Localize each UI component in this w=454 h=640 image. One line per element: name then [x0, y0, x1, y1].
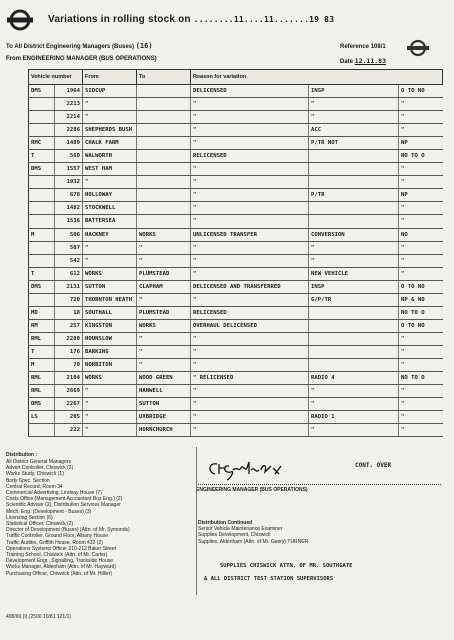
dist-item: Traffic Controller, Ground Floor, Albany House [6, 533, 108, 540]
vehicle-number: 2214 [55, 111, 83, 124]
reason-detail: P/TR MOT [309, 137, 399, 150]
dist-item: Operations Systems Officer 210-212 Baker Street [6, 545, 116, 552]
form-number: 408/69 (I) (2500 10/81 121/1) [6, 614, 72, 620]
to-location: " [137, 241, 191, 254]
reason-detail: " [309, 98, 399, 111]
reason-text: " [191, 385, 309, 398]
dist-item: Central Record, Room 34 [6, 483, 63, 490]
from-line: From ENGINEERING MANAGER (BUS OPERATIONS) [6, 56, 157, 62]
status-change: NO TO O [399, 306, 443, 319]
date-label: Date [340, 59, 354, 65]
vehicle-number: 507 [55, 241, 83, 254]
vehicle-code: T [29, 150, 55, 163]
from-location: STOCKWELL [83, 202, 137, 215]
to-location [137, 163, 191, 176]
to-location: WOOD GREEN [137, 372, 191, 385]
vehicle-number: 2131 [55, 280, 83, 293]
to-location: CLAPHAM [137, 280, 191, 293]
dist-item: All District General Managers [6, 459, 72, 465]
dist-item: Training School, Chiswick (Attn. of Mr. Carter) [6, 552, 108, 559]
table-row [29, 202, 443, 215]
dist-item: Advert Controller, Chiswick (2) [6, 465, 74, 472]
reason-detail: INSP [309, 85, 399, 98]
from-location: " [83, 176, 137, 189]
vehicle-number: 1557 [55, 163, 83, 176]
reason-detail [309, 150, 399, 163]
reason-text: " [191, 98, 309, 111]
from-location: HOLLOWAY [83, 189, 137, 202]
dist-item: Purchasing Officer, Chiswick (Attn. of Mr. Hillier) [6, 570, 113, 577]
dist-item: Scientific Adviser (2), Distribution Services Manager [6, 502, 121, 509]
status-change: NP [399, 137, 443, 150]
vehicle-code [29, 98, 55, 111]
handwritten-signature [205, 458, 285, 482]
distribution-extra-2: & ALL DISTRICT TEST STATION SUPERVISORS [204, 576, 334, 582]
vehicle-code: T [29, 267, 55, 280]
to-location [137, 176, 191, 189]
vehicle-code [29, 241, 55, 254]
vehicle-code: DMS [29, 163, 55, 176]
to-location [137, 137, 191, 150]
table-row [29, 85, 443, 98]
reason-detail [309, 202, 399, 215]
distribution-label: Distribution : [6, 452, 38, 458]
vehicle-code [29, 176, 55, 189]
vehicle-number: 1482 [55, 202, 83, 215]
table-row [29, 241, 443, 254]
vehicle-number: 176 [55, 345, 83, 358]
vehicle-code: DMS [29, 85, 55, 98]
to-location: UXBRIDGE [137, 411, 191, 424]
table-header-row [29, 70, 443, 85]
reason-text: RELICENSED [191, 306, 309, 319]
from-location: CHALK FARM [83, 137, 137, 150]
from-location: KINGSTON [83, 319, 137, 332]
table-row [29, 215, 443, 228]
reason-detail: G/P/TR [309, 293, 399, 306]
dist-item: Supplies, Aldenham (Attn. of Mr. Geery) TURNER [198, 538, 309, 545]
status-change: " [399, 398, 443, 411]
to-location: " [137, 345, 191, 358]
col-vehicle-number: Vehicle number [29, 70, 83, 85]
reason-text: " [191, 424, 309, 437]
dist-item: Commercial Advertising, Lindsay House (7) [6, 490, 102, 497]
from-location: SHEPHERDS BUSH [83, 124, 137, 137]
table-row [29, 189, 443, 202]
reason-text: " [191, 137, 309, 150]
vehicle-code [29, 424, 55, 437]
from-location: SIDCUP [83, 85, 137, 98]
vehicle-code [29, 215, 55, 228]
status-change: NP [399, 189, 443, 202]
reason-text: DELICENSED [191, 85, 309, 98]
table-row [29, 111, 443, 124]
status-change: " [399, 254, 443, 267]
from-location: BARKING [83, 345, 137, 358]
status-change: NO TO O [399, 150, 443, 163]
distribution-extra-1: SUPPLIES CHISWICK ATTN. OF MR. SOUTHGATE [220, 563, 353, 569]
table-row [29, 411, 443, 424]
dist-item: Director of Development (Buses) (Attn. of Mr. Symonds) [6, 527, 130, 534]
table-row [29, 424, 443, 437]
distribution-continued-label: Distribution Continued [198, 520, 253, 526]
to-location: " [137, 293, 191, 306]
status-change: " [399, 241, 443, 254]
vehicle-number: 1536 [55, 215, 83, 228]
table-row [29, 124, 443, 137]
from-location: SUTTON [83, 280, 137, 293]
to-location: HANWELL [137, 385, 191, 398]
table-row [29, 358, 443, 371]
vehicle-code [29, 189, 55, 202]
status-change: " [399, 332, 443, 345]
reason-detail [309, 163, 399, 176]
reason-text: " [191, 202, 309, 215]
reason-detail [309, 306, 399, 319]
reason-detail: INSP [309, 280, 399, 293]
status-change: " [399, 98, 443, 111]
engineering-manager-label: ENGINEERING MANAGER (BUS OPERATIONS) [196, 487, 308, 493]
reason-detail [309, 358, 399, 371]
vehicle-number: 542 [55, 254, 83, 267]
to-location [137, 202, 191, 215]
to-location [137, 98, 191, 111]
status-change: " [399, 202, 443, 215]
from-location: SOUTHALL [83, 306, 137, 319]
dist-item: Body Spec. Section [6, 477, 50, 484]
reason-text: " [191, 254, 309, 267]
reason-detail: RADIO 4 [309, 372, 399, 385]
vehicle-code: LS [29, 411, 55, 424]
to-line [6, 42, 153, 50]
to-location [137, 85, 191, 98]
to-location [137, 124, 191, 137]
dist-item: Statistical Officer, Chiswick (2) [6, 521, 74, 528]
to-location: WORKS [137, 228, 191, 241]
reference [340, 44, 386, 50]
reason-text: OVERHAUL DELICENSED [191, 319, 309, 332]
reason-text: " [191, 345, 309, 358]
table-row [29, 280, 443, 293]
from-location: " [83, 254, 137, 267]
from-location: " [83, 111, 137, 124]
vehicle-code [29, 111, 55, 124]
status-change: O TO NO [399, 85, 443, 98]
continued-over: CONT. OVER [355, 462, 392, 469]
status-change: " [399, 345, 443, 358]
distribution-list-left [6, 459, 130, 577]
col-to: To [137, 70, 191, 85]
table-row [29, 306, 443, 319]
date-field [340, 57, 386, 65]
reason-text: " [191, 398, 309, 411]
reason-text: " [191, 215, 309, 228]
reason-text: " [191, 332, 309, 345]
status-change: " [399, 267, 443, 280]
status-change: NO [399, 228, 443, 241]
status-change: " [399, 111, 443, 124]
date-value: 12.11.83 [354, 57, 386, 65]
reason-text: " [191, 189, 309, 202]
dist-item: Works Study, Chiswick (1) [6, 471, 64, 478]
reason-detail: CONVERSION [309, 228, 399, 241]
table-row [29, 150, 443, 163]
reason-detail [309, 345, 399, 358]
from-location: BATTERSEA [83, 215, 137, 228]
table-row [29, 385, 443, 398]
vehicle-number: 720 [55, 293, 83, 306]
to-location [137, 189, 191, 202]
dist-item: Development Engr., Signalling, Trackside House [6, 558, 114, 565]
vehicle-code: DMS [29, 280, 55, 293]
from-location: WORKS [83, 372, 137, 385]
status-change: " [399, 411, 443, 424]
vehicle-number: 257 [55, 319, 83, 332]
vehicle-code [29, 124, 55, 137]
title-text: Variations in rolling stock on [48, 14, 191, 25]
vehicle-number: 2280 [55, 332, 83, 345]
signature-line [196, 484, 441, 485]
table-row [29, 319, 443, 332]
vehicle-number: 678 [55, 189, 83, 202]
vehicle-number: 2669 [55, 385, 83, 398]
to-line-text: To All District Engineering Managers (Buses) [6, 44, 135, 50]
reason-detail [309, 215, 399, 228]
to-location [137, 111, 191, 124]
from-location: HACKNEY [83, 228, 137, 241]
to-location: " [137, 358, 191, 371]
reason-text: " [191, 124, 309, 137]
reference-value: 108/1 [370, 44, 386, 50]
vehicle-number: 205 [55, 411, 83, 424]
reason-detail [309, 176, 399, 189]
dist-item: Senior Vehicle Maintenance Examiner [198, 526, 283, 533]
reason-text: DELICENSED AND TRANSFERRED [191, 280, 309, 293]
from-location: " [83, 98, 137, 111]
dist-item: Mech. Eng. (Development - Buses) (3) [6, 508, 92, 515]
from-location: NORBITON [83, 358, 137, 371]
status-change: " [399, 385, 443, 398]
vehicle-number: 2213 [55, 98, 83, 111]
vehicle-code: DMS [29, 398, 55, 411]
vehicle-number: 1932 [55, 176, 83, 189]
vehicle-code: RML [29, 372, 55, 385]
reason-detail [309, 319, 399, 332]
reason-text: " [191, 293, 309, 306]
vehicle-code: RML [29, 385, 55, 398]
reason-detail: RADIO 1 [309, 411, 399, 424]
reference-label: Reference [340, 44, 370, 50]
vehicle-number: 222 [55, 424, 83, 437]
vehicle-code [29, 254, 55, 267]
table-row [29, 293, 443, 306]
table-row [29, 254, 443, 267]
reason-text: UNLICENSED TRANSFER [191, 228, 309, 241]
london-transport-roundel-logo [6, 8, 34, 32]
title-date: ........11....11.......19 83 [193, 15, 335, 24]
status-change: " [399, 424, 443, 437]
vehicle-number: 1964 [55, 85, 83, 98]
vehicle-code: T [29, 345, 55, 358]
date-year: 19 83 [309, 15, 335, 24]
reason-text: " [191, 411, 309, 424]
reason-text: " [191, 358, 309, 371]
vehicle-number: 1489 [55, 137, 83, 150]
dist-item: Traffic Auditor, Griffith House, Room 432 (2) [6, 539, 103, 546]
from-location: " [83, 385, 137, 398]
status-change: NO TO O [399, 372, 443, 385]
status-change: " [399, 163, 443, 176]
dist-item: Works Manager, Aldenham (Attn. of Mr. Hayward) [6, 564, 116, 571]
from-location: WALWORTH [83, 150, 137, 163]
distribution-list-right [198, 520, 308, 545]
reason-detail: " [309, 398, 399, 411]
london-transport-roundel-logo-small [406, 38, 430, 58]
reason-text: RELICENSED [191, 150, 309, 163]
from-location: HOUNSLOW [83, 332, 137, 345]
to-location: " [137, 254, 191, 267]
from-location: WEST HAM [83, 163, 137, 176]
reason-text: " [191, 163, 309, 176]
vehicle-number: 2267 [55, 398, 83, 411]
table-row [29, 137, 443, 150]
reason-detail: NEW VEHICLE [309, 267, 399, 280]
form-title [48, 14, 334, 25]
vehicle-number: 70 [55, 358, 83, 371]
dist-item: Supplies Development, Chiswick [198, 532, 271, 539]
reason-detail: P/TR [309, 189, 399, 202]
reason-detail: " [309, 241, 399, 254]
vehicle-number: 2104 [55, 372, 83, 385]
vehicle-code: RM [29, 319, 55, 332]
vehicle-code: RMC [29, 137, 55, 150]
reason-text: " [191, 176, 309, 189]
vehicle-code [29, 202, 55, 215]
to-location [137, 150, 191, 163]
table-row [29, 372, 443, 385]
from-location: " [83, 241, 137, 254]
variations-table [28, 69, 443, 437]
to-location: PLUMSTEAD [137, 267, 191, 280]
to-location: SUTTON [137, 398, 191, 411]
dist-item: Licensing Section (6) [6, 514, 53, 521]
date-month: 11 [263, 15, 274, 24]
footer-divider [196, 447, 197, 595]
vehicle-number: 560 [55, 150, 83, 163]
reason-detail: " [309, 424, 399, 437]
date-day: 11 [233, 15, 244, 24]
reason-detail: ACC [309, 124, 399, 137]
reason-detail [309, 332, 399, 345]
vehicle-number: 612 [55, 267, 83, 280]
table-row [29, 163, 443, 176]
vehicle-code: RML [29, 332, 55, 345]
table-row [29, 398, 443, 411]
table-row [29, 267, 443, 280]
reason-text: " [191, 111, 309, 124]
status-change: O TO NO [399, 319, 443, 332]
to-location: " [137, 332, 191, 345]
vehicle-number: 2286 [55, 124, 83, 137]
col-reason: Reason for variation [191, 70, 443, 85]
to-location [137, 215, 191, 228]
table-row [29, 98, 443, 111]
vehicle-code [29, 293, 55, 306]
reason-text: " [191, 241, 309, 254]
table-row [29, 332, 443, 345]
from-location: WORKS [83, 267, 137, 280]
vehicle-code: M [29, 358, 55, 371]
reason-detail: " [309, 385, 399, 398]
status-change: " [399, 124, 443, 137]
from-location: THORNTON HEATH [83, 293, 137, 306]
vehicle-number: 506 [55, 228, 83, 241]
status-change: O TO NO [399, 280, 443, 293]
to-location: PLUMSTEAD [137, 306, 191, 319]
table-row [29, 345, 443, 358]
to-location: WORKS [137, 319, 191, 332]
vehicle-code: M [29, 228, 55, 241]
from-location: " [83, 411, 137, 424]
vehicle-number: 18 [55, 306, 83, 319]
from-location: " [83, 424, 137, 437]
from-location: " [83, 398, 137, 411]
reason-detail: " [309, 111, 399, 124]
table-row [29, 176, 443, 189]
reason-text: " [191, 267, 309, 280]
table-row [29, 228, 443, 241]
vehicle-code: MD [29, 306, 55, 319]
reason-text: " RELICENSED [191, 372, 309, 385]
to-location: HORNCHURCH [137, 424, 191, 437]
status-change: " [399, 215, 443, 228]
status-change: " [399, 176, 443, 189]
to-number: (16) [135, 42, 153, 50]
status-change: NP & NO [399, 293, 443, 306]
reason-detail: " [309, 254, 399, 267]
col-from: From [83, 70, 137, 85]
dist-item: Costs Office (Management Accountant Bus Eng.) (2) [6, 496, 123, 503]
status-change: " [399, 358, 443, 371]
